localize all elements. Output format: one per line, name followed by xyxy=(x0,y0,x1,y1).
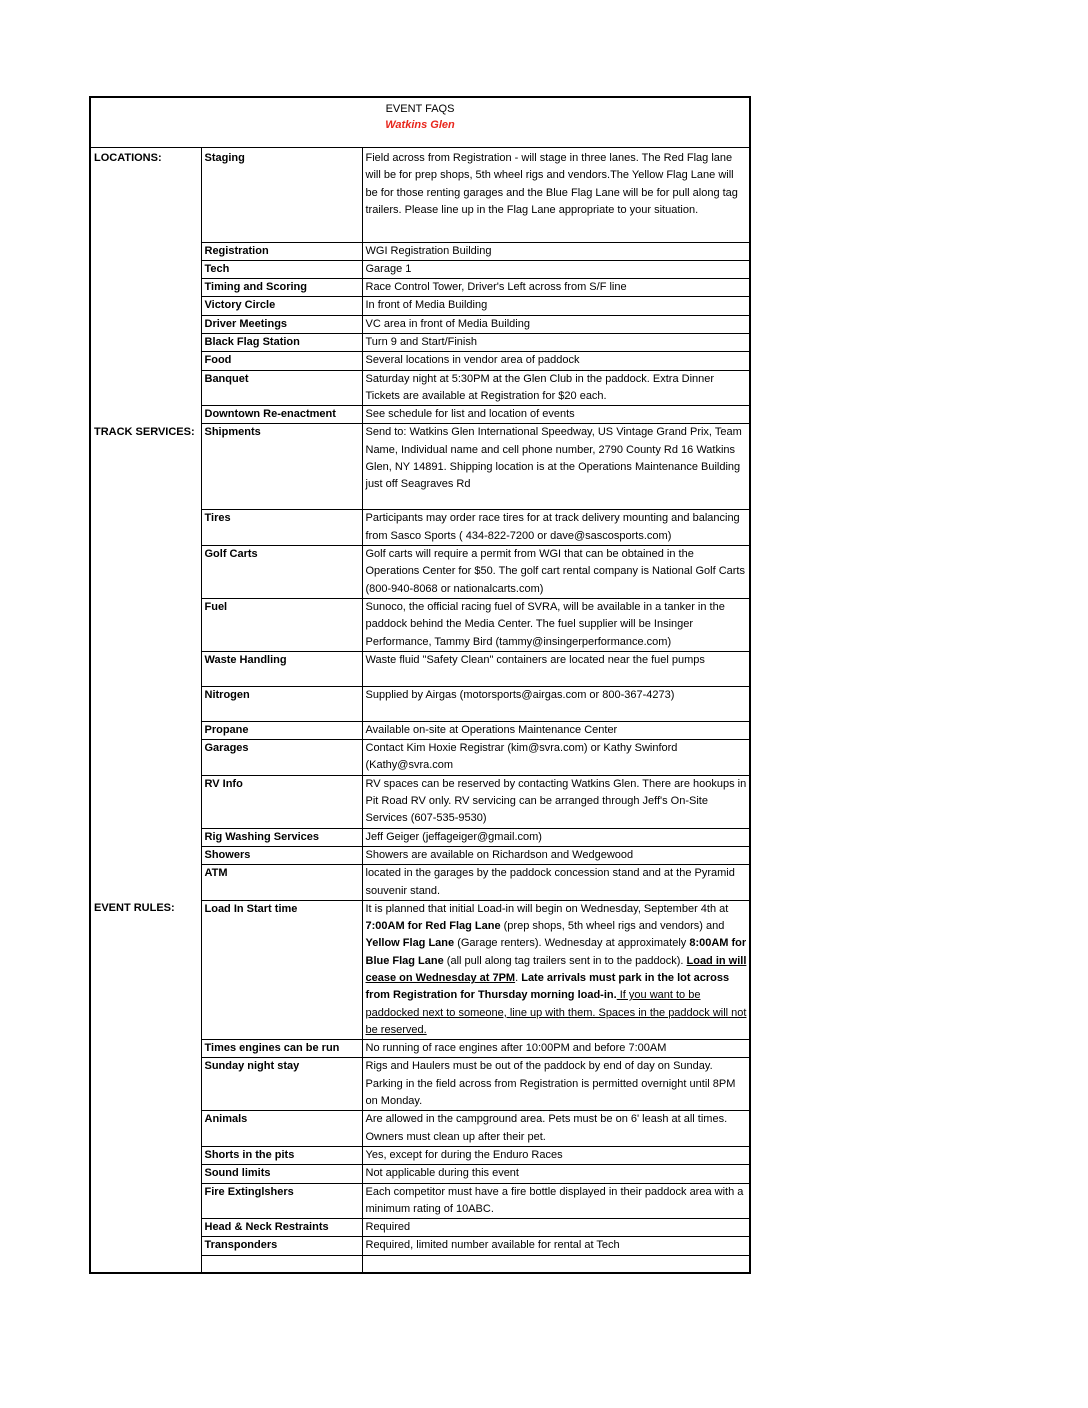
row-label: Load In Start time xyxy=(201,900,362,1039)
table-row xyxy=(91,1219,751,1237)
table-row xyxy=(91,242,751,260)
row-label: Tires xyxy=(201,510,362,546)
row-label: Times engines can be run xyxy=(201,1040,362,1058)
row-value: Not applicable during this event xyxy=(362,1165,751,1183)
row-value: Saturday night at 5:30PM at the Glen Club in the paddock. Extra Dinner Tickets are available at Registration for $20 each. xyxy=(362,370,751,406)
row-value: See schedule for list and location of events xyxy=(362,406,751,424)
row-label: Sunday night stay xyxy=(201,1058,362,1111)
table-row xyxy=(91,1237,751,1255)
row-value: Sunoco, the official racing fuel of SVRA, will be available in a tanker in the paddock behind the Media Center. The fuel supplier will be Insinger Performance, Tammy Bird (tammy@insingerperformance.com) xyxy=(362,598,751,651)
row-label: Shipments xyxy=(201,424,362,510)
row-value: VC area in front of Media Building xyxy=(362,315,751,333)
table-row xyxy=(91,546,751,599)
row-label: Fuel xyxy=(201,598,362,651)
row-label: Rig Washing Services xyxy=(201,828,362,846)
row-label: Timing and Scoring xyxy=(201,279,362,297)
row-label: Shorts in the pits xyxy=(201,1146,362,1164)
table-row xyxy=(91,775,751,828)
row-value: Are allowed in the campground area. Pets must be on 6' leash at all times. Owners must clean up after their pet. xyxy=(362,1111,751,1147)
row-label: Golf Carts xyxy=(201,546,362,599)
row-value: Supplied by Airgas (motorsports@airgas.com or 800-367-4273) xyxy=(362,686,751,721)
row-value: In front of Media Building xyxy=(362,297,751,315)
table-row xyxy=(91,352,751,370)
row-label: Registration xyxy=(201,242,362,260)
row-value: Participants may order race tires for at track delivery mounting and balancing from Sasco Sports ( 434-822-7200 or dave@sascosports.com) xyxy=(362,510,751,546)
row-label: Head & Neck Restraints xyxy=(201,1219,362,1237)
page-subtitle: Watkins Glen xyxy=(385,119,455,131)
table-row xyxy=(91,297,751,315)
row-label: Showers xyxy=(201,846,362,864)
row-value: Garage 1 xyxy=(362,260,751,278)
table-row xyxy=(91,406,751,424)
table-row xyxy=(91,1040,751,1058)
table-row xyxy=(91,651,751,686)
table-row-empty xyxy=(91,1255,751,1272)
section-label-locations: LOCATIONS: xyxy=(94,152,162,164)
table-row xyxy=(91,333,751,351)
row-value: Several locations in vendor area of paddock xyxy=(362,352,751,370)
row-value: Field across from Registration - will stage in three lanes. The Red Flag lane will be for prep shops, 5th wheel rigs and vendors.The Yellow Flag Lane will be for those renting garages and the Blue Flag Lane will be for pull along tag trailers. Please line up in the Flag Lane appropriate to your situation. xyxy=(362,148,751,242)
row-label: Propane xyxy=(201,721,362,739)
sheet-header xyxy=(91,98,749,148)
table-row xyxy=(91,1111,751,1147)
row-label: Fire Extinglshers xyxy=(201,1183,362,1219)
table-row xyxy=(91,865,751,901)
table-row xyxy=(91,686,751,721)
faq-table xyxy=(91,148,751,1272)
row-value: Rigs and Haulers must be out of the paddock by end of day on Sunday. Parking in the field across from Registration is permitted overnight until 8PM on Monday. xyxy=(362,1058,751,1111)
row-label: Food xyxy=(201,352,362,370)
table-row xyxy=(91,828,751,846)
faq-sheet xyxy=(89,96,751,1274)
row-label: Animals xyxy=(201,1111,362,1147)
row-value: Required xyxy=(362,1219,751,1237)
row-label: Garages xyxy=(201,740,362,776)
table-row xyxy=(91,260,751,278)
table-row xyxy=(91,846,751,864)
row-label: Driver Meetings xyxy=(201,315,362,333)
row-label: ATM xyxy=(201,865,362,901)
table-row xyxy=(91,510,751,546)
row-value: Jeff Geiger (jeffageiger@gmail.com) xyxy=(362,828,751,846)
row-value: No running of race engines after 10:00PM and before 7:00AM xyxy=(362,1040,751,1058)
row-value: Yes, except for during the Enduro Races xyxy=(362,1146,751,1164)
row-value: located in the garages by the paddock concession stand and at the Pyramid souvenir stand. xyxy=(362,865,751,901)
table-row xyxy=(91,721,751,739)
row-value: Turn 9 and Start/Finish xyxy=(362,333,751,351)
row-label: Black Flag Station xyxy=(201,333,362,351)
row-label: Staging xyxy=(201,148,362,242)
row-value: Send to: Watkins Glen International Speedway, US Vintage Grand Prix, Team Name, Individual name and cell phone number, 2790 County Rd 16 Watkins Glen, NY 14891. Shipping location is at the Operations Maintenance Building just off Seagraves Rd xyxy=(362,424,751,510)
table-row xyxy=(91,1183,751,1219)
table-row xyxy=(91,279,751,297)
table-row xyxy=(91,370,751,406)
section-label-event-rules: EVENT RULES: xyxy=(94,902,175,915)
row-value: Showers are available on Richardson and Wedgewood xyxy=(362,846,751,864)
row-value: It is planned that initial Load-in will begin on Wednesday, September 4th at 7:00AM for Red Flag Lane (prep shops, 5th wheel rigs and vendors) and Yellow Flag Lane (Garage renters). Wednesday at approximately 8:00AM for Blue Flag Lane (all pull along tag trailers sent in to the paddock). Load in will cease on Wednesday at 7PM. Late arrivals must park in the lot across from Registration for Thursday morning load-in. If you want to be paddocked next to someone, line up with them. Spaces in the paddock will not be reserved. xyxy=(362,900,751,1039)
row-label: Waste Handling xyxy=(201,651,362,686)
row-value: Required, limited number available for rental at Tech xyxy=(362,1237,751,1255)
row-label: Transponders xyxy=(201,1237,362,1255)
row-value: Waste fluid "Safety Clean" containers are located near the fuel pumps xyxy=(362,651,751,686)
row-value: RV spaces can be reserved by contacting Watkins Glen. There are hookups in Pit Road RV only. RV servicing can be arranged through Jeff's On-Site Services (607-535-9530) xyxy=(362,775,751,828)
row-value: Contact Kim Hoxie Registrar (kim@svra.com) or Kathy Swinford (Kathy@svra.com xyxy=(362,740,751,776)
row-label: Nitrogen xyxy=(201,686,362,721)
table-row xyxy=(91,1146,751,1164)
table-row xyxy=(91,740,751,776)
table-row xyxy=(91,598,751,651)
page-title: EVENT FAQS xyxy=(385,103,455,115)
table-row xyxy=(91,1058,751,1111)
row-label: Banquet xyxy=(201,370,362,406)
row-label: Downtown Re-enactment xyxy=(201,406,362,424)
row-value: Golf carts will require a permit from WGI that can be obtained in the Operations Center for $50. The golf cart rental company is National Golf Carts (800-940-8068 or nationalcarts.com) xyxy=(362,546,751,599)
row-label: Tech xyxy=(201,260,362,278)
row-label: Sound limits xyxy=(201,1165,362,1183)
table-row xyxy=(91,900,751,1039)
table-row xyxy=(91,148,751,242)
row-label: RV Info xyxy=(201,775,362,828)
row-value: Each competitor must have a fire bottle displayed in their paddock area with a minimum rating of 10ABC. xyxy=(362,1183,751,1219)
table-row xyxy=(91,424,751,510)
row-label: Victory Circle xyxy=(201,297,362,315)
table-row xyxy=(91,315,751,333)
table-row xyxy=(91,1165,751,1183)
section-label-track-services: TRACK SERVICES: xyxy=(94,425,195,438)
row-value: WGI Registration Building xyxy=(362,242,751,260)
row-value: Race Control Tower, Driver's Left across from S/F line xyxy=(362,279,751,297)
row-value: Available on-site at Operations Maintenance Center xyxy=(362,721,751,739)
